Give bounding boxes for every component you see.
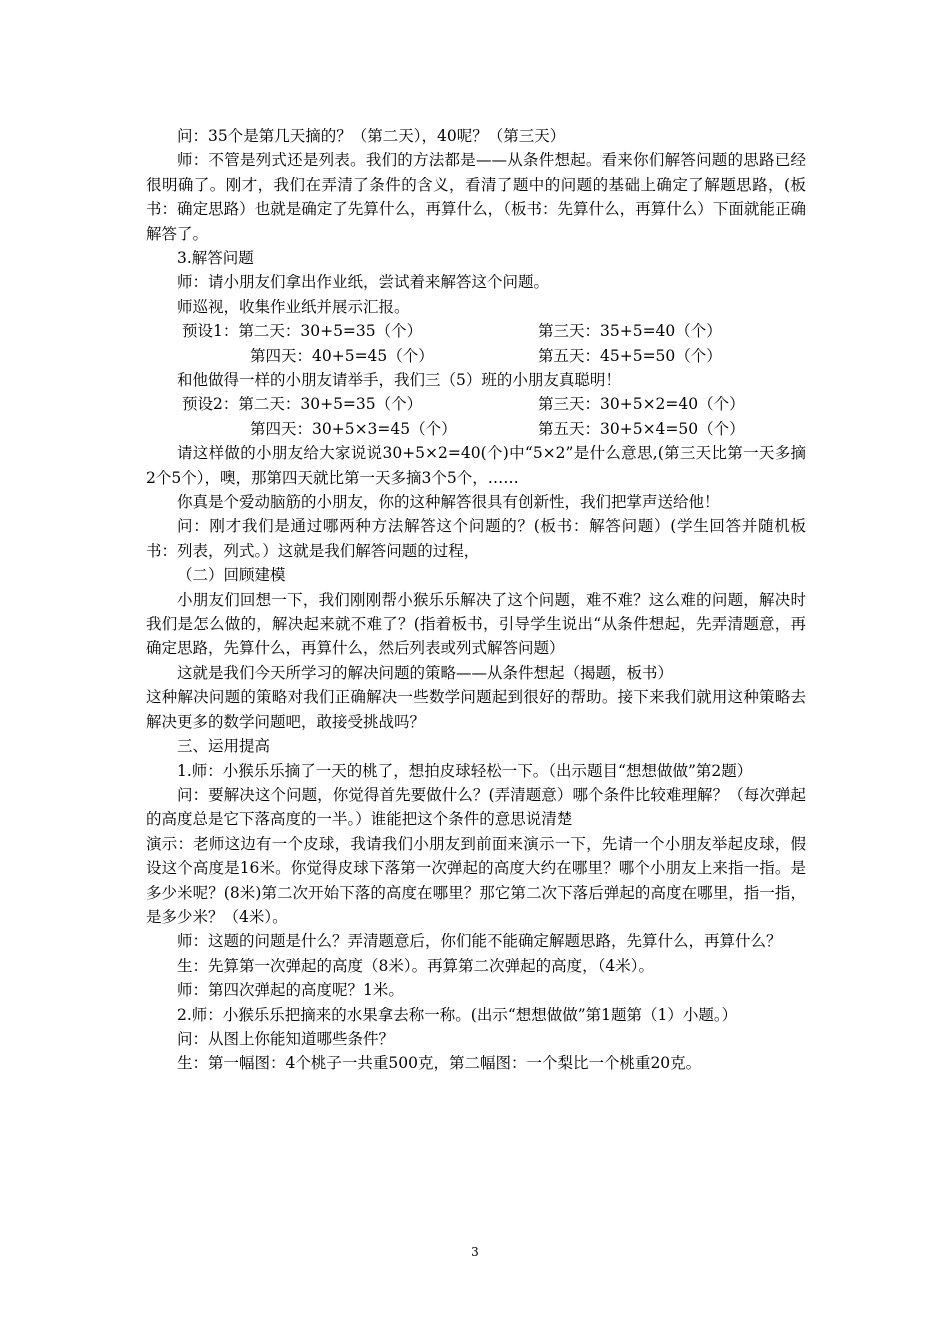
paragraph: 生：第一幅图：4个桃子一共重500克，第二幅图：一个梨比一个桃重20克。: [177, 1054, 702, 1073]
paragraph: 问：35个是第几天摘的？（第二天），40呢？（第三天）: [177, 127, 566, 145]
paragraph: 1.师：小猴乐乐摘了一天的桃了，想拍皮球轻松一下。（出示题目“想想做做”第2题）: [177, 761, 753, 780]
paragraph: 你真是个爱动脑筋的小朋友，你的这种解答很具有创新性，我们把掌声送给他！: [177, 493, 720, 512]
page-body: [146, 124, 806, 1076]
paragraph: 师：这题的问题是什么？弄清题意后，你们能不能确定解题思路，先算什么，再算什么？: [177, 932, 782, 951]
preset-1-day-5: 第五天：45+5=50（个）: [538, 346, 722, 365]
paragraph: 生：先算第一次弹起的高度（8米）。再算第二次弹起的高度，（4米）。: [177, 956, 654, 975]
section-heading: （二）回顾建模: [177, 566, 286, 585]
preset-1-row-1: [146, 319, 806, 343]
preset-2-row-1: [146, 392, 806, 416]
paragraph: 师巡视，收集作业纸并展示汇报。: [177, 297, 410, 316]
preset-2-day-3: 第三天：30+5×2=40（个）: [538, 395, 745, 414]
paragraph: 请这样做的小朋友给大家说说30+5×2=40(个)中“5×2”是什么意思,(第三天比第一天多摘2个5个），噢，那第四天就比第一天多摘3个5个，……: [146, 444, 806, 487]
preset-2-day-2: 预设2：第二天：30+5=35（个）: [182, 395, 423, 414]
paragraph: 师：第四次弹起的高度呢？1米。: [177, 981, 404, 1000]
preset-2-day-5: 第五天：30+5×4=50（个）: [538, 419, 745, 438]
paragraph: 小朋友们回想一下，我们刚刚帮小猴乐乐解决了这个问题，难不难？这么难的问题，解决时我们是怎么做的，解决起来就不难了？(指着板书，引导学生说出“从条件想起，先弄清题意，再确定思路，先算什么，再算什么，然后列表或列式解答问题）: [146, 590, 806, 658]
paragraph: 这就是我们今天所学习的解决问题的策略——从条件想起（揭题，板书）: [177, 663, 674, 682]
paragraph: 演示：老师这边有一个皮球，我请我们小朋友到前面来演示一下，先请一个小朋友举起皮球，假设这个高度是16米。你觉得皮球下落第一次弹起的高度大约在哪里？哪个小朋友上来指一指。是多少米呢？(8米)第二次开始下落的高度在哪里？那它第二次下落后弹起的高度在哪里，指一指，是多少米？（4米）。: [146, 834, 806, 926]
preset-1-day-4: 第四天：40+5=45（个）: [250, 346, 434, 365]
paragraph: 问：要解决这个问题，你觉得首先要做什么？(弄清题意）哪个条件比较难理解？（每次弹起的高度总是它下落高度的一半。）谁能把这个条件的意思说清楚: [146, 785, 806, 829]
preset-1-day-2: 预设1：第二天：30+5=35（个）: [182, 322, 423, 341]
paragraph: 2.师：小猴乐乐把摘来的水果拿去称一称。(出示“想想做做”第1题第（1）小题。）: [177, 1005, 738, 1024]
preset-1-day-3: 第三天：35+5=40（个）: [538, 322, 722, 341]
paragraph: 师：请小朋友们拿出作业纸，尝试着来解答这个问题。: [177, 273, 550, 292]
paragraph: 问：从图上你能知道哪些条件？: [177, 1029, 395, 1048]
preset-2-row-2: [146, 417, 806, 441]
section-heading: 3.解答问题: [177, 249, 254, 268]
page-number: 3: [471, 1245, 479, 1259]
section-heading: 三、运用提高: [177, 737, 271, 756]
paragraph: 问：刚才我们是通过哪两种方法解答这个问题的？(板书：解答问题）(学生回答并随机板书：列表，列式。）这就是我们解答问题的过程，: [146, 517, 806, 560]
preset-1-row-2: [146, 344, 806, 368]
preset-2-day-4: 第四天：30+5×3=45（个）: [250, 419, 457, 438]
paragraph: 这种解决问题的策略对我们正确解决一些数学问题起到很好的帮助。接下来我们就用这种策略去解决更多的数学问题吧，敢接受挑战吗？: [146, 688, 806, 731]
paragraph: 和他做得一样的小朋友请举手，我们三（5）班的小朋友真聪明！: [177, 371, 621, 390]
paragraph: 师：不管是列式还是列表。我们的方法都是——从条件想起。看来你们解答问题的思路已经很明确了。刚才，我们在弄清了条件的含义，看清了题中的问题的基础上确定了解题思路，(板书：确定思路）也就是确定了先算什么，再算什么，（板书：先算什么，再算什么）下面就能正确解答了。: [146, 151, 806, 243]
